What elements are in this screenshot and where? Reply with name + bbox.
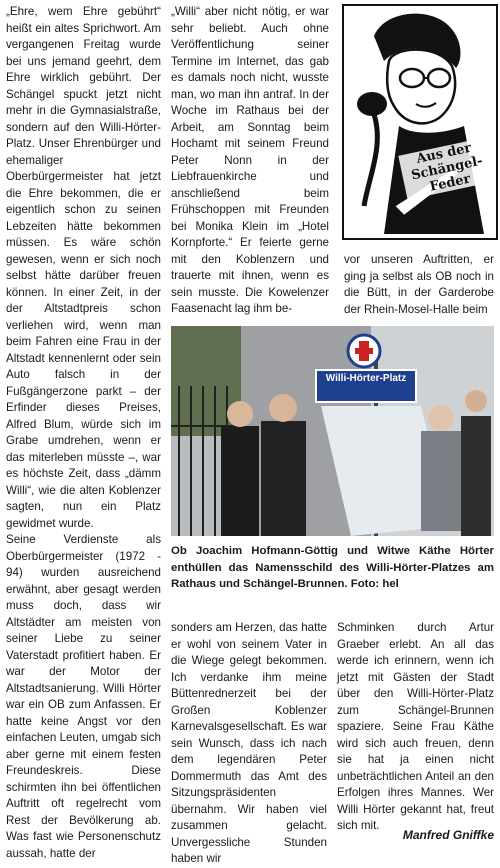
paragraph-5: sonders am Herzen, das hatte er wohl von seinem Vater in die Wiege gelegt bekommen. Ich verdanke ihm meine Büttenrednerzeit bei der Großen Koblenzer Karnevalsgesellschaft. Es war sein Wunsch, dass ich nach dem legendären Peter Dommermuth das Amt des Sitzungspräsidenten übernahm. Wir haben viel zusammen gelacht. Unvergessliche Stunden haben wir xyxy=(171,621,327,865)
unveiling-scene xyxy=(171,326,494,536)
article-column-2-bottom xyxy=(171,620,327,868)
paragraph-6: Schminken durch Artur Graeber erlebt. An all das werde ich erinnern, wenn ich jetzt mit Gästen der Stadt über den Willi-Hörter-Platz zum Schängel-Brunnen spaziere. Seine Frau Käthe wird sich auch freuen, denn sie hat ja einen nicht unbeträchtlichen Anteil an den Erfolgen ihres Mannes. Wer Willi Hörter gekannt hat, freut sich mit. xyxy=(337,621,494,832)
column-header-illustration xyxy=(342,4,498,240)
article-column-1 xyxy=(6,4,161,862)
header-lettering: Aus der Schängel-Feder xyxy=(398,137,495,200)
paragraph-3: „Willi“ aber nicht nötig, er war sehr beliebt. Auch ohne Veröffentlichung seiner Termine im Internet, das gab es damals noch nicht, wusste man, wo man ihn antraf. In der Woche im Rathaus bei der Arbeit, am Sonntag beim Hochamt mit seinem Freund Peter Nonn in der Liebfrauenkirche und anschließend beim Frühschoppen mit Freunden bei Monika Klein im „Hotel Kornpforte.“ Er feierte gerne mit den Koblenzern und trauerte mit ihnen, wenn es sein musste. Die Kowelenzer Faasenacht lag ihm be- xyxy=(171,5,329,315)
author-byline: Manfred Gniffke xyxy=(402,828,494,842)
paragraph-4: vor unseren Auftritten, er ging ja selbst als OB noch in die Bütt, in der Garderobe der Rhein-Mosel-Halle beim xyxy=(344,253,494,316)
article-column-3-bottom xyxy=(337,620,494,835)
street-sign-label: Willi-Hörter-Platz xyxy=(325,373,407,384)
article-photo xyxy=(171,326,494,536)
caricature-drawing xyxy=(344,6,492,234)
photo-caption: Ob Joachim Hofmann-Göttig und Witwe Käthe Hörter enthüllen das Namensschild des Willi-Hörter-Platzes am Rathaus und Schängel-Brunnen. Foto: hel xyxy=(171,545,494,590)
paragraph-2: Seine Verdienste als Oberbürgermeister (1972 - 94) wurden ausreichend erwähnt, aber gesagt werden muss doch, dass wir Altstädter am meisten von seiner Liebe zu seiner Vaterstadt profitiert haben. Er war der Motor der Altstadtsanierung. Willi Hörter war ein OB zum Anfassen. Er hatte keine Angst vor den einfachen Leuten, umgab sich aber gerne mit einem festen Freundeskreis. Diese schirmten ihn bei öffentlichen Auftritt oft regelrecht vom Rest der Bevölkerung ab. Was fast wie Personenschutz aussah, hatte der xyxy=(6,533,161,860)
paragraph-1: „Ehre, wem Ehre gebührt“ heißt ein altes Sprichwort. Am vergangenen Freitag wurde bei uns jemand geehrt, dem Ehre wirklich gebührt. Der Schängel spuckt jetzt nicht mehr in die Gymnasialstraße, sondern auf den Willi-Hörter-Platz. Unser Ehrenbürger und ehemaliger Oberbürgermeister hat jetzt die Ehre bekommen, die er eigentlich schon zu seinen Lebzeiten hätte bekommen müssen. Es wäre schön gewesen, wenn er sich noch selbst hätte darüber freuen können. In einer Zeit, in der der Altstadtpreis schon verliehen wird, wenn man beim Fahren eine Frau in der Altstadt kennenlernt oder sein Auto falsch in der Fußgängerzone parkt – der Erfinder dieses Preises, Alfred Blum, würde sich im Grabe umdrehen, wenn er das miterleben müsste –, war es höchste Zeit, dass „dämm Willi“, wie die alten Koblenzer sagten, nun ein Platz gewidmet wurde. xyxy=(6,5,161,530)
article-column-3-middle xyxy=(344,252,494,318)
article-column-2-top xyxy=(171,4,329,318)
